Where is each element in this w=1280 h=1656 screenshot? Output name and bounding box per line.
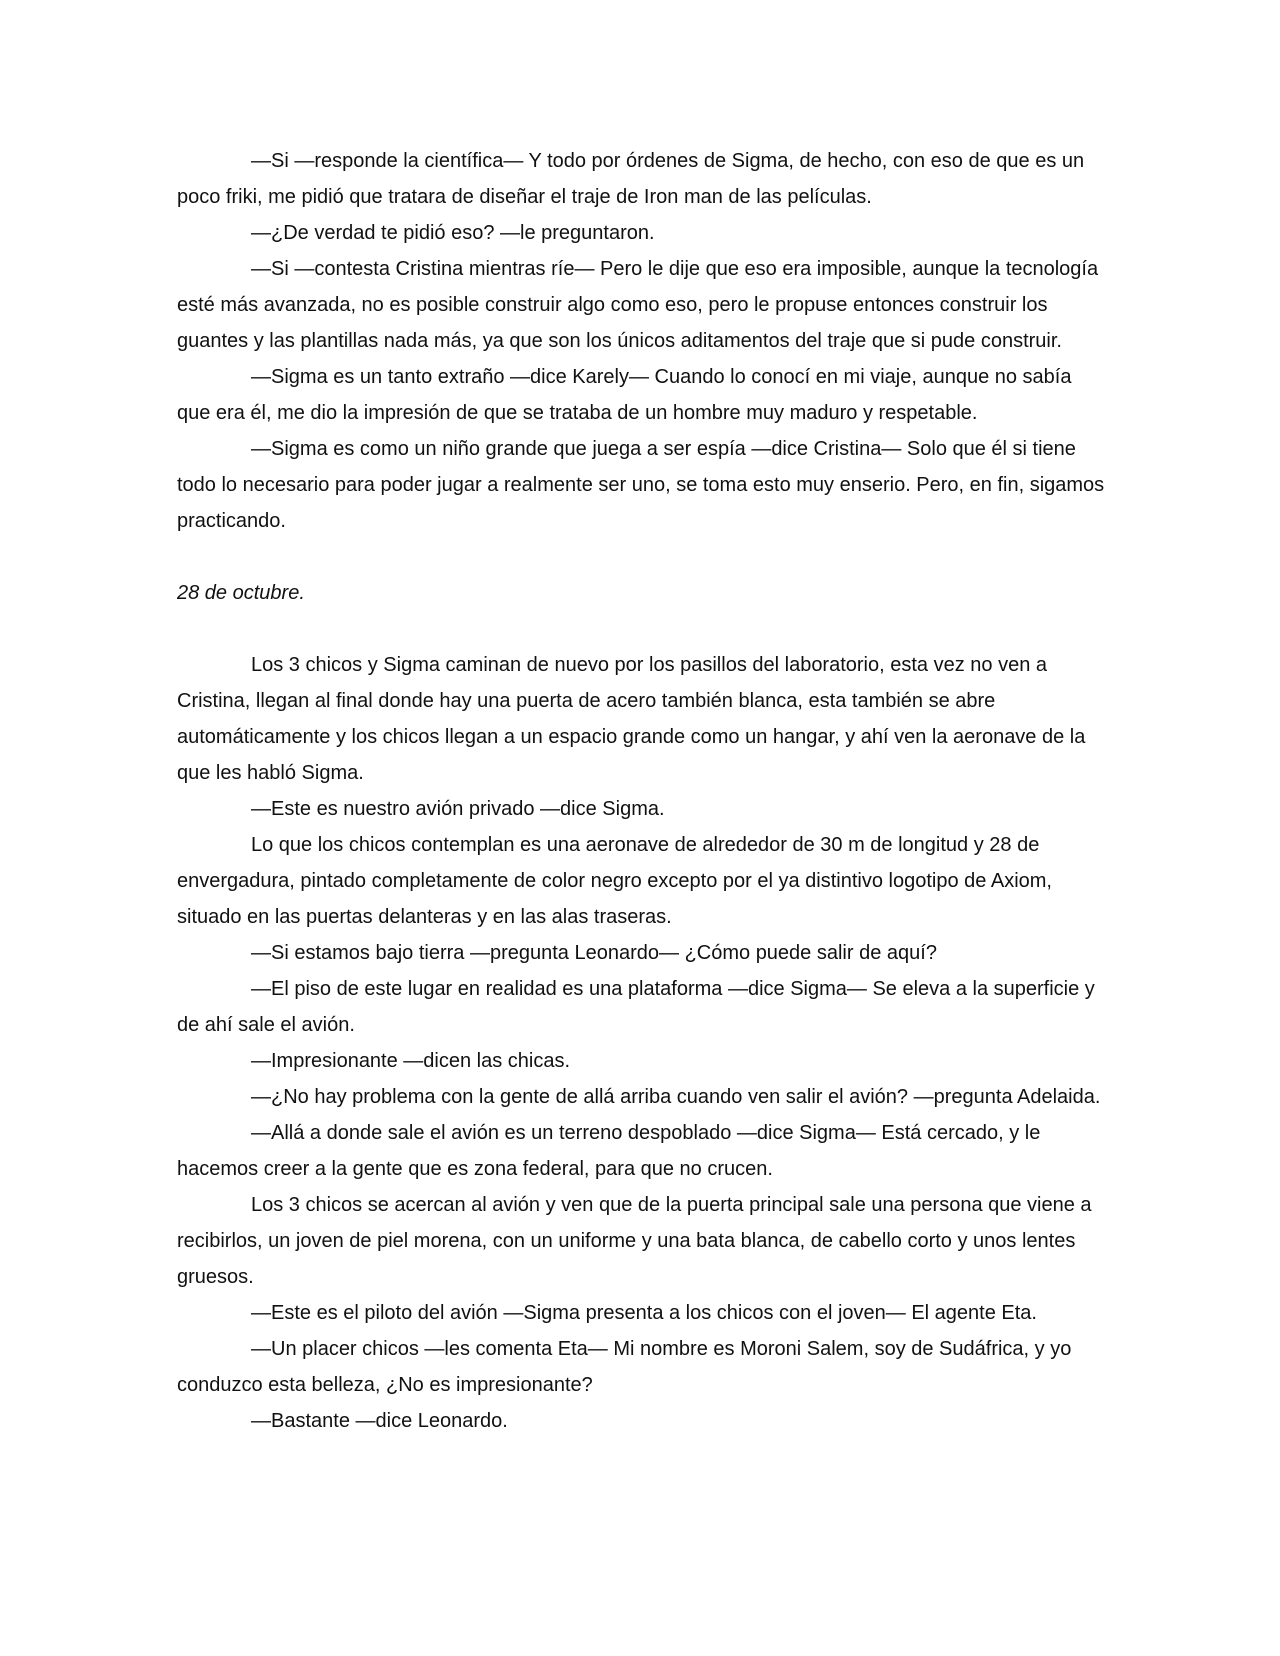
paragraph: —Bastante —dice Leonardo. [251,1410,508,1432]
document-body [177,143,1107,1439]
paragraph: —Este es nuestro avión privado —dice Sigma. [251,798,665,820]
paragraph: —Si —responde la científica— Y todo por órdenes de Sigma, de hecho, con eso de que es un poco friki, me pidió que tratara de diseñar el traje de Iron man de las películas. [177,150,1085,208]
paragraph: Los 3 chicos se acercan al avión y ven que de la puerta principal sale una persona que viene a recibirlos, un joven de piel morena, con un uniforme y una bata blanca, de cabello corto y unos lentes gruesos. [177,1194,1092,1288]
paragraph: —Si estamos bajo tierra —pregunta Leonardo— ¿Cómo puede salir de aquí? [251,942,937,964]
paragraph: —Un placer chicos —les comenta Eta— Mi nombre es Moroni Salem, soy de Sudáfrica, y yo conduzco esta belleza, ¿No es impresionante? [177,1338,1072,1396]
paragraph: —Sigma es como un niño grande que juega a ser espía —dice Cristina— Solo que él si tiene todo lo necesario para poder jugar a realmente ser uno, se toma esto muy enserio. Pero, en fin, sigamos practicando. [177,438,1105,532]
paragraph: —Allá a donde sale el avión es un terreno despoblado —dice Sigma— Está cercado, y le hacemos creer a la gente que es zona federal, para que no crucen. [177,1122,1041,1180]
paragraph: —¿De verdad te pidió eso? —le preguntaron. [251,222,655,244]
date-heading: 28 de octubre. [177,582,305,604]
paragraph: —Sigma es un tanto extraño —dice Karely— Cuando lo conocí en mi viaje, aunque no sabía que era él, me dio la impresión de que se trataba de un hombre muy maduro y respetable. [177,366,1072,424]
paragraph: —Este es el piloto del avión —Sigma presenta a los chicos con el joven— El agente Eta. [251,1302,1037,1324]
paragraph: —El piso de este lugar en realidad es una plataforma —dice Sigma— Se eleva a la superficie y de ahí sale el avión. [177,978,1095,1036]
paragraph: Lo que los chicos contemplan es una aeronave de alrededor de 30 m de longitud y 28 de envergadura, pintado completamente de color negro excepto por el ya distintivo logotipo de Axiom, situado en las puertas delanteras y en las alas traseras. [177,834,1052,928]
paragraph: —¿No hay problema con la gente de allá arriba cuando ven salir el avión? —pregunta Adelaida. [251,1086,1101,1108]
paragraph: —Si —contesta Cristina mientras ríe— Pero le dije que eso era imposible, aunque la tecnología esté más avanzada, no es posible construir algo como eso, pero le propuse entonces construir los guantes y las plantillas nada más, ya que son los únicos aditamentos del traje que si pude construir. [177,258,1099,352]
paragraph: —Impresionante —dicen las chicas. [251,1050,571,1072]
paragraph: Los 3 chicos y Sigma caminan de nuevo por los pasillos del laboratorio, esta vez no ven a Cristina, llegan al final donde hay una puerta de acero también blanca, esta también se abre automáticamente y los chicos llegan a un espacio grande como un hangar, y ahí ven la aeronave de la que les habló Sigma. [177,654,1086,784]
